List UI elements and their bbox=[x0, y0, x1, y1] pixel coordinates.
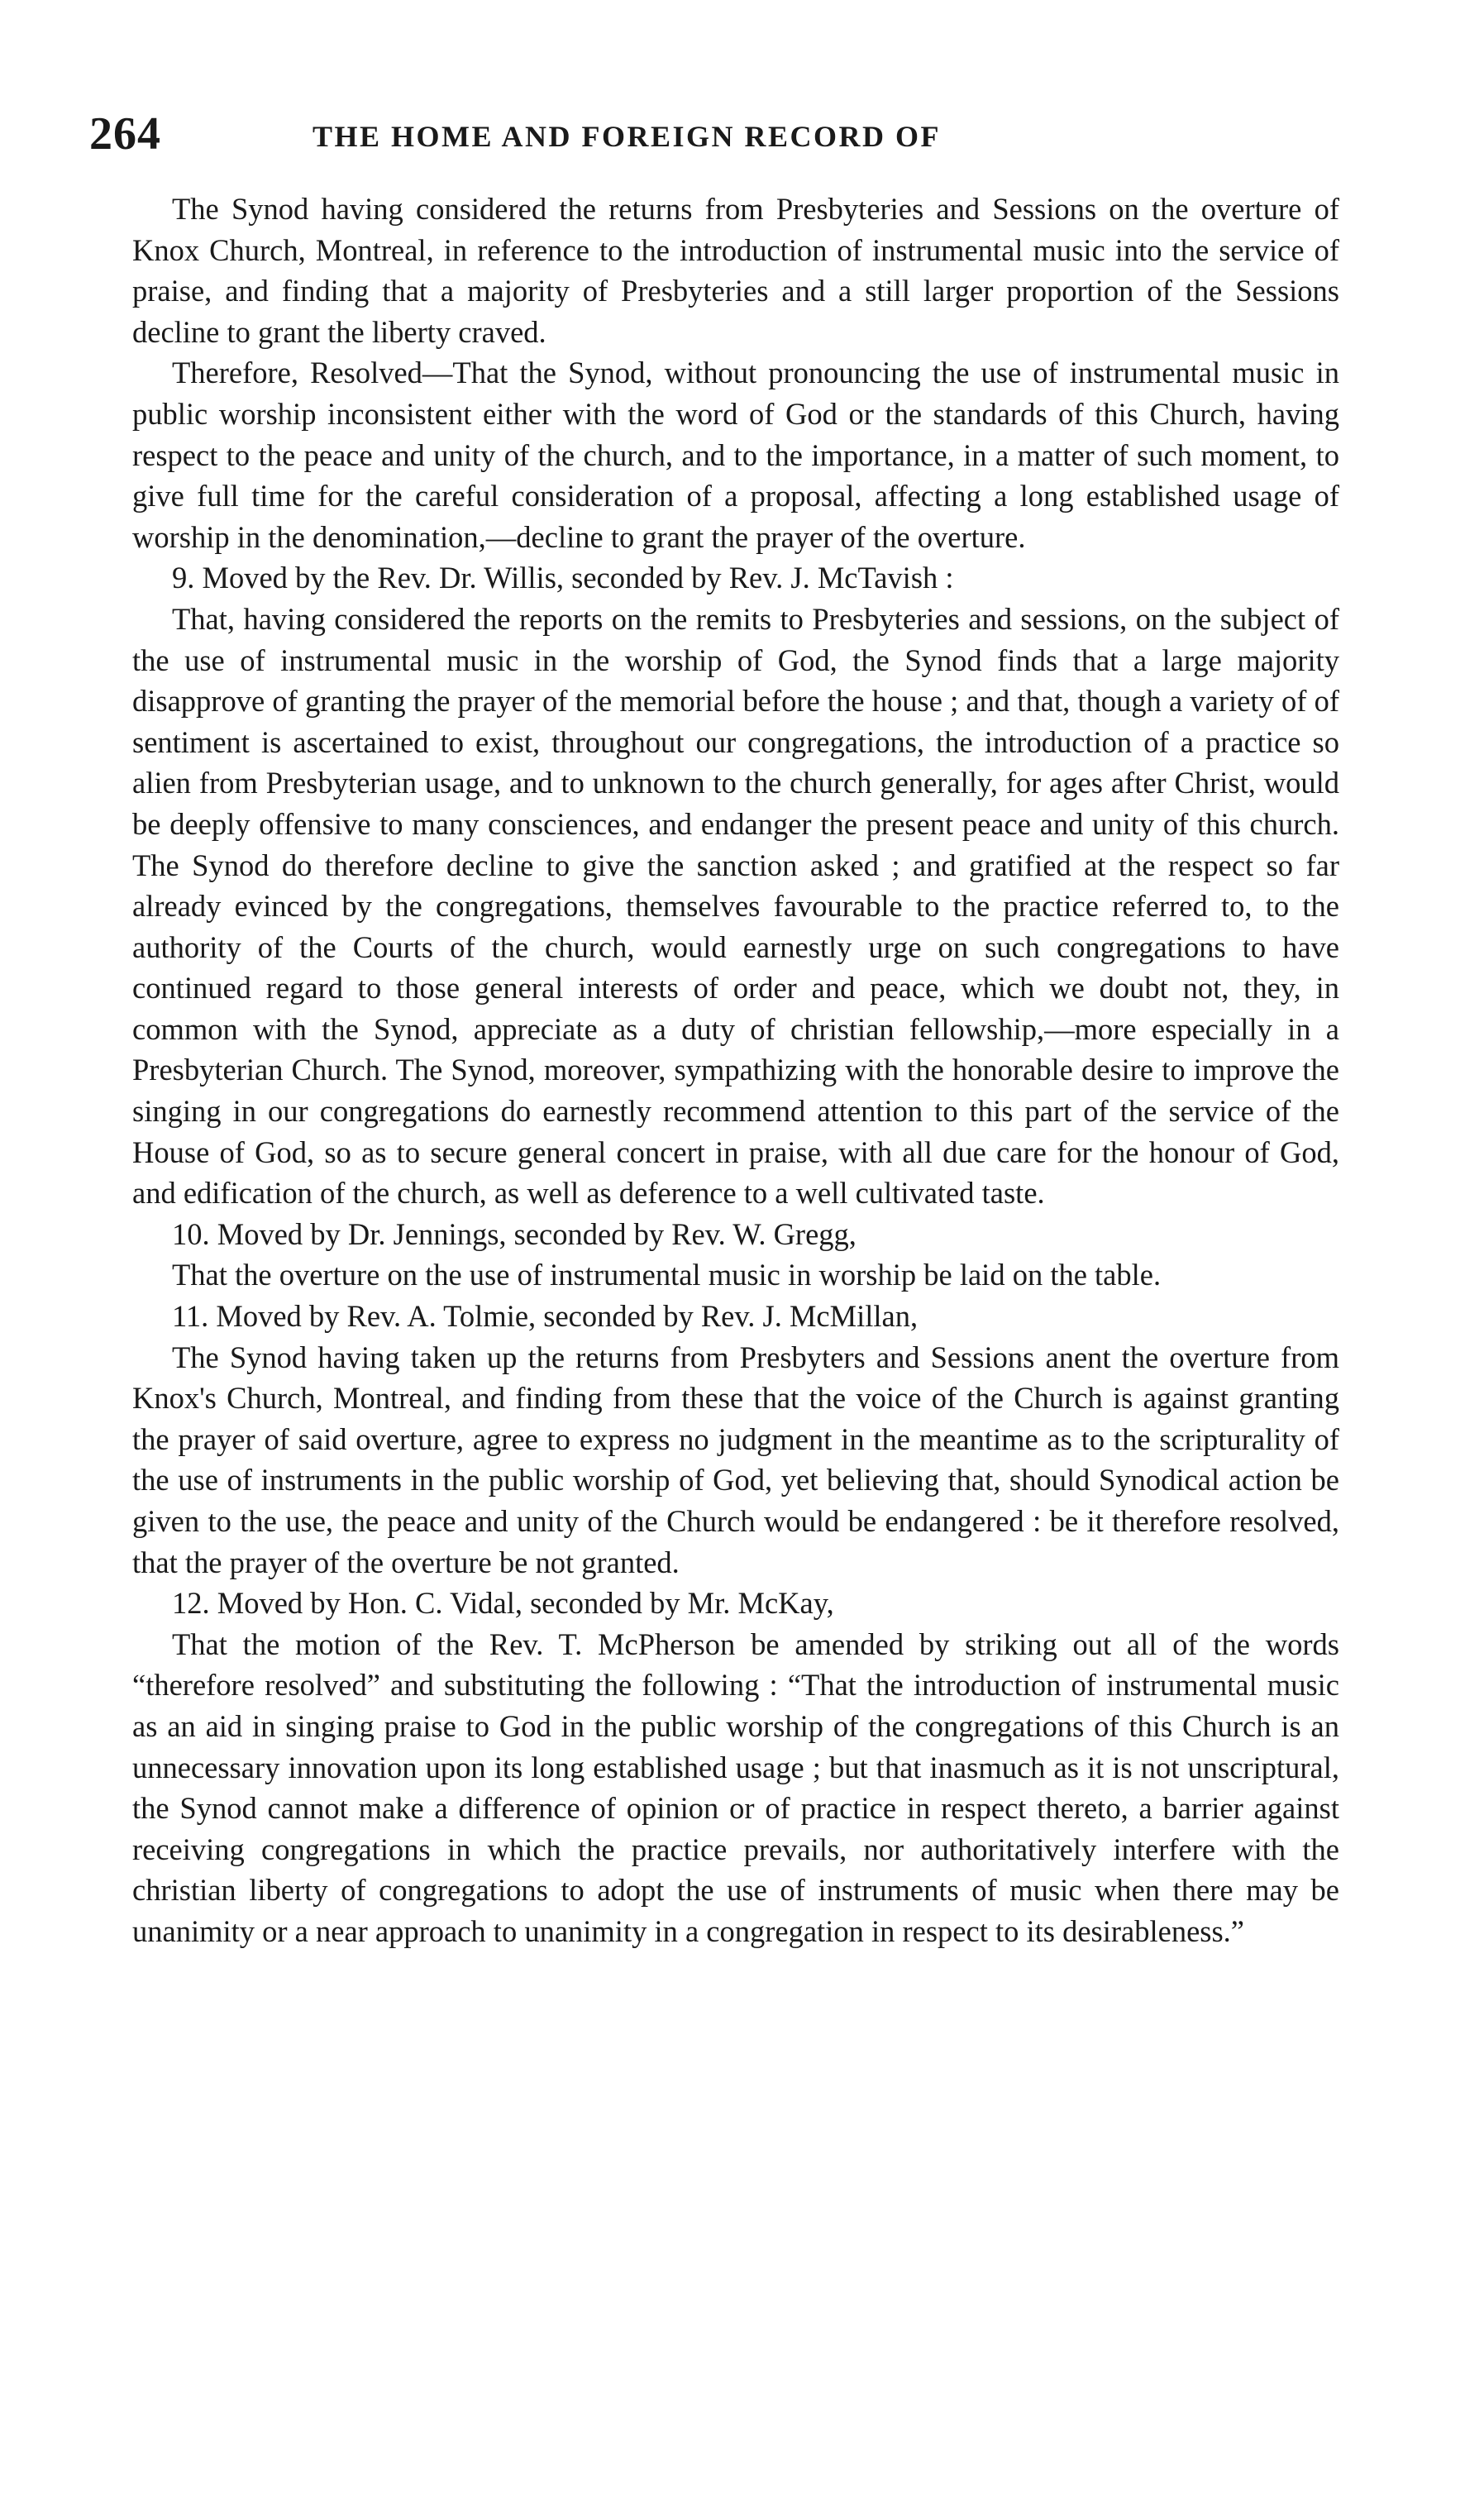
motion-heading-10: 10. Moved by Dr. Jennings, seconded by Rev. W. Gregg, bbox=[172, 1216, 857, 1251]
motion-text-9: That, having considered the reports on the remits to Presbyteries and sessions, on the subject of the use of instrumental music in the worship of God, the Synod finds that a large majority disapprove of granting the prayer of the memorial before the house ; and that, though a variety of of sentiment is ascertained to exist, throughout our congregations, the introduction of a practice so alien from Presbyterian usage, and to unknown to the church generally, for ages after Christ, would be deeply offensive to many consciences, and endanger the present peace and unity of this church. The Synod do therefore decline to give the sanction asked ; and gratified at the respect so far already evinced by the congregations, themselves favourable to the practice referred to, to the authority of the Courts of the church, would earnestly urge on such congregations to have continued regard to those general interests of order and peace, which we doubt not, they, in common with the Synod, appreciate as a duty of christian fellowship,—more especially in a Presbyterian Church. The Synod, moreover, sympathizing with the honorable desire to improve the singing in our congregations do earnestly recommend attention to this part of the service of the House of God, so as to secure general concert in praise, with all due care for the honour of God, and edification of the church, as well as deference to a well cultivated taste. bbox=[132, 601, 1339, 1211]
paragraph-resolved: Therefore, Resolved—That the Synod, without pronouncing the use of instrumental music in public worship inconsistent either with the word of God or the standards of this Church, having respect to the peace and unity of the church, and to the importance, in a matter of such moment, to give full time for the careful consideration of a proposal, affecting a long established usage of worship in the denomination,—decline to grant the prayer of the overture. bbox=[132, 356, 1339, 554]
page-number: 264 bbox=[89, 108, 161, 160]
running-title: THE HOME AND FOREIGN RECORD OF bbox=[313, 120, 942, 153]
motion-heading-12: 12. Moved by Hon. C. Vidal, seconded by Mr. McKay, bbox=[172, 1586, 834, 1621]
motion-text-12: That the motion of the Rev. T. McPherson be amended by striking out all of the words “therefore resolved” and substituting the following : “That the introduction of instrumental music as an aid in singing praise to God in the public worship of the congregations of this Church is an unnecessary innovation upon its long established usage ; but that inasmuch as it is not unscriptural, the Synod cannot make a difference of opinion or of practice in respect thereto, a barrier against receiving congregations in which the practice prevails, nor authoritatively interfere with the christian liberty of congregations to adopt the use of instruments of music when there may be unanimity or a near approach to unanimity in a congregation in respect to its desirableness.” bbox=[132, 1626, 1339, 1948]
page-header bbox=[89, 107, 1396, 165]
motion-heading-11: 11. Moved by Rev. A. Tolmie, seconded by Rev. J. McMillan, bbox=[172, 1299, 919, 1334]
paragraph-synod-returns: The Synod having considered the returns from Presbyteries and Sessions on the overture of Knox Church, Montreal, in reference to the introduction of instrumental music into the service of praise, and finding that a majority of Presbyteries and a still larger proportion of the Sessions decline to grant the liberty craved. bbox=[132, 192, 1339, 349]
body-text bbox=[132, 189, 1339, 1952]
motion-text-11: The Synod having taken up the returns from Presbyters and Sessions anent the overture from Knox's Church, Montreal, and finding from these that the voice of the Church is against granting the prayer of said overture, agree to express no judgment in the meantime as to the scripturality of the use of instruments in the public worship of God, yet believing that, should Synodical action be given to the use, the peace and unity of the Church would be endangered : be it therefore resolved, that the prayer of the overture be not granted. bbox=[132, 1340, 1339, 1579]
motion-text-10: That the overture on the use of instrumental music in worship be laid on the table. bbox=[172, 1258, 1162, 1292]
motion-heading-9: 9. Moved by the Rev. Dr. Willis, seconded by Rev. J. McTavish : bbox=[172, 561, 954, 595]
